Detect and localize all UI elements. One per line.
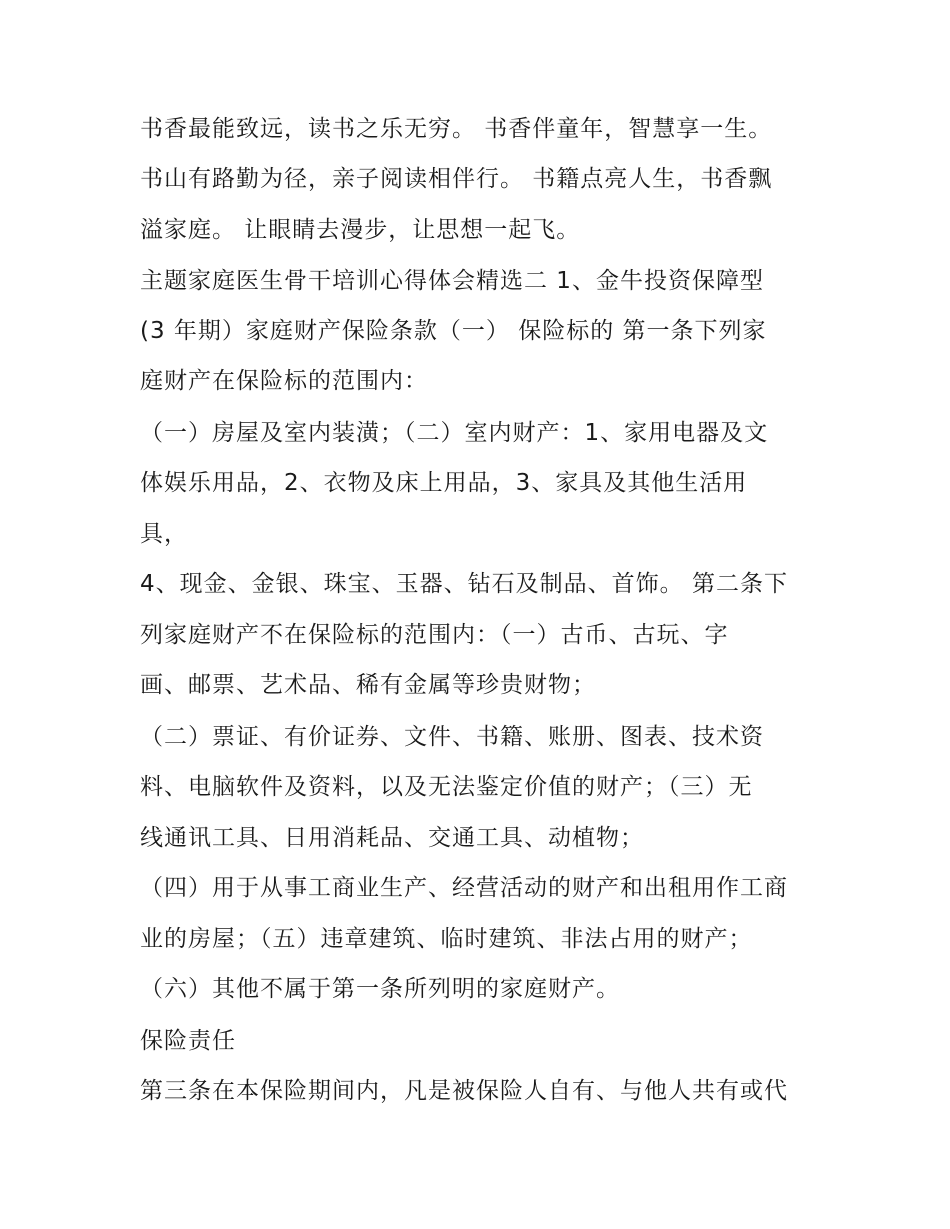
text-line-16: （四）用于从事工商业生产、经营活动的财产和出租用作工商 [140,875,788,901]
text-line-9: 具， [140,521,188,547]
text-line-18: （六）其他不属于第一条所列明的家庭财产。 [140,976,620,1002]
text-line-2: 书山有路勤为径，亲子阅读相伴行。 书籍点亮人生，书香飘 [140,166,773,192]
text-line-13: （二）票证、有价证券、文件、书籍、账册、图表、技术资 [140,724,764,750]
text-line-11: 列家庭财产不在保险标的范围内：（一）古币、古玩、字 [140,622,729,648]
text-line-5: (3 年期）家庭财产保险条款（一） 保险标的 第一条下列家 [140,318,767,344]
text-line-6: 庭财产在保险标的范围内： [140,368,428,394]
text-line-14: 料、电脑软件及资料，以及无法鉴定价值的财产；（三）无 [140,774,753,800]
text-line-4: 主题家庭医生骨干培训心得体会精选二 1、金牛投资保障型 [140,268,764,294]
text-line-15: 线通讯工具、日用消耗品、交通工具、动植物； [140,825,644,851]
text-line-17: 业的房屋；（五）违章建筑、临时建筑、非法占用的财产； [140,926,753,952]
text-line-8: 体娱乐用品，2、衣物及床上用品，3、家具及其他生活用 [140,470,748,496]
text-line-12: 画、邮票、艺术品、稀有金属等珍贵财物； [140,672,596,698]
text-line-1: 书香最能致远，读书之乐无穷。 书香伴童年，智慧享一生。 [140,116,773,142]
text-line-7: （一）房屋及室内装潢；（二）室内财产：1、家用电器及文 [140,420,769,446]
text-line-10: 4、现金、金银、珠宝、玉器、钻石及制品、首饰。 第二条下 [140,571,788,597]
text-line-3: 溢家庭。 让眼睛去漫步，让思想一起飞。 [140,217,581,243]
section-heading: 保险责任 [140,1028,236,1054]
text-line-20: 第三条在本保险期间内，凡是被保险人自有、与他人共有或代 [140,1078,788,1104]
